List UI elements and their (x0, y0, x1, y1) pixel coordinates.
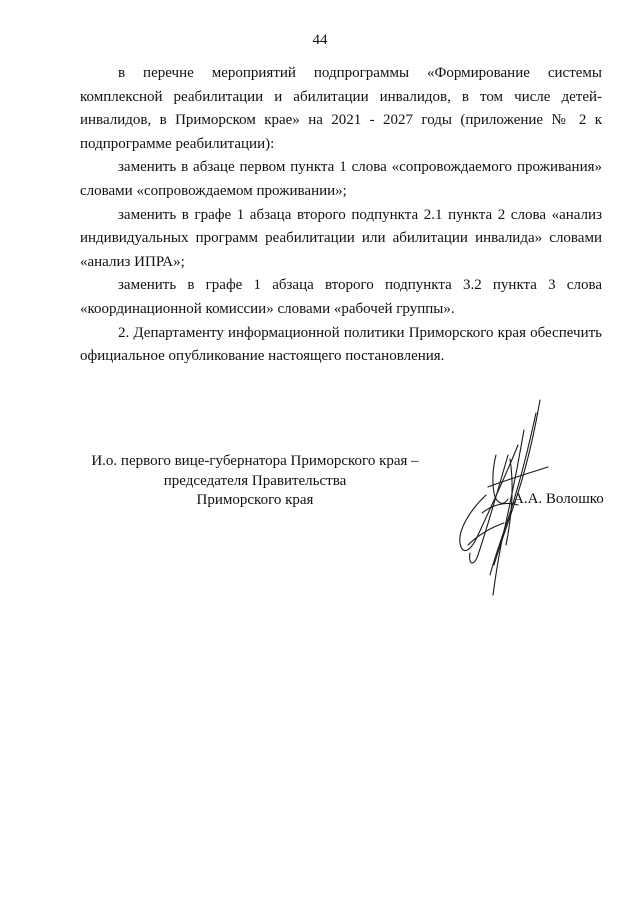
signatory-position (80, 452, 430, 511)
paragraph-amendment-intro: в перечне мероприятий подпрограммы «Формирование системы комплексной реабилитации и абилитации инвалидов, в том числе детей-инвалидов, в Приморском крае» на 2021 - 2027 годы (приложение № 2 к подпрограмме реабилитации): (80, 65, 602, 152)
paragraph-publication: 2. Департаменту информационной политики Приморского края обеспечить официальное опубликование настоящего постановления. (80, 324, 602, 365)
signatory-name: А.А. Волошко (513, 491, 604, 507)
page-number: 44 (312, 32, 328, 48)
signatory-position-line: председателя Правительства (163, 472, 347, 489)
paragraph-amendment-3: заменить в графе 1 абзаца второго подпункта 3.2 пункта 3 слова «координационной комиссии» словами «рабочей группы». (80, 277, 602, 317)
paragraph-amendment-2: заменить в графе 1 абзаца второго подпункта 2.1 пункта 2 слова «анализ индивидуальных программ реабилитации или абилитации инвалида» словами «анализ ИПРА»; (80, 206, 602, 270)
signatory-position-line: Приморского края (196, 492, 314, 508)
signatory-position-line: И.о. первого вице-губернатора Приморского края – (91, 453, 419, 469)
paragraph-amendment-1: заменить в абзаце первом пункта 1 слова «сопровождаемого проживания» словами «сопровождаемом проживании»; (80, 159, 602, 199)
document-body (80, 62, 602, 369)
